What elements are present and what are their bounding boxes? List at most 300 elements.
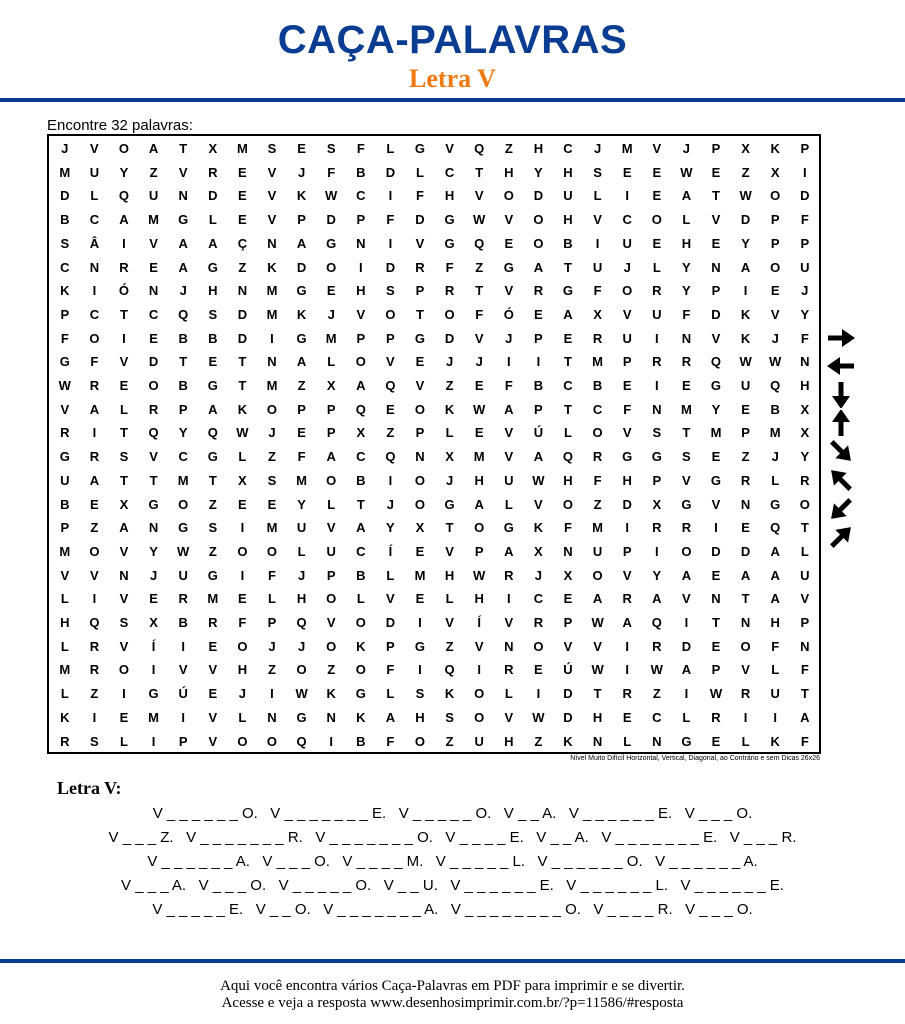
grid-letter: Q [651, 615, 662, 630]
grid-letter: P [386, 638, 395, 654]
grid-letter: D [385, 615, 396, 630]
grid-letter: G [296, 283, 307, 299]
grid-letter: I [240, 567, 245, 583]
grid-letter: C [356, 188, 366, 204]
grid-letter: A [89, 401, 100, 417]
grid-letter: K [563, 733, 573, 749]
grid-letter: E [711, 449, 721, 465]
grid-letter: X [741, 141, 750, 156]
grid-letter: J [268, 638, 276, 654]
grid-letter: E [622, 709, 632, 725]
grid-letter: E [238, 212, 247, 228]
grid-letter: Q [562, 449, 574, 465]
grid-letter: R [652, 283, 662, 299]
grid-letter: F [416, 188, 424, 204]
grid-letter: A [740, 259, 751, 275]
grid-letter: A [681, 662, 692, 678]
grid-letter: P [711, 662, 721, 678]
grid-letter: O [237, 733, 248, 749]
grid-letter: Í [477, 615, 481, 630]
grid-letter: P [474, 543, 484, 559]
grid-letter: V [149, 449, 158, 465]
grid-letter: Ú [178, 686, 188, 702]
grid-letter: N [740, 615, 751, 630]
grid-letter: Q [148, 425, 159, 441]
grid-letter: H [296, 591, 307, 607]
grid-letter: H [533, 141, 544, 156]
grid-letter: P [386, 330, 395, 346]
grid-letter: L [60, 591, 69, 607]
grid-letter: L [771, 472, 780, 488]
word-list-title: Letra V: [57, 778, 122, 798]
grid-letter: V [593, 638, 602, 654]
grid-letter: V [178, 662, 188, 678]
header-divider [0, 98, 905, 102]
grid-letter: O [444, 306, 455, 322]
grid-letter: J [61, 141, 69, 156]
grid-letter: E [208, 686, 218, 702]
grid-letter: V [711, 330, 721, 346]
grid-letter: G [562, 283, 574, 299]
grid-letter: P [178, 733, 188, 749]
grid-letter: W [58, 378, 71, 393]
grid-letter: E [149, 591, 158, 607]
grid-letter: O [770, 259, 781, 275]
grid-letter: N [267, 235, 277, 251]
word-hint-line: V _ _ _ _ _ _ A. V _ _ _ O. V _ _ _ _ M. V _ _ _ _ _ L. V _ _ _ _ _ _ O. V _ _ _ _ _ _ A. [147, 853, 758, 870]
grid-letter: P [415, 425, 425, 441]
grid-letter: V [415, 378, 425, 393]
grid-letter: L [386, 141, 395, 156]
grid-letter: U [592, 543, 603, 559]
grid-letter: B [356, 567, 366, 583]
grid-letter: M [148, 709, 160, 725]
grid-letter: A [356, 378, 366, 393]
grid-letter: V [474, 188, 484, 204]
grid-letter: L [208, 212, 217, 228]
grid-letter: D [711, 306, 721, 322]
grid-letter: E [563, 591, 573, 607]
grid-letter: J [149, 567, 158, 583]
grid-letter: F [800, 733, 809, 749]
grid-letter: A [533, 259, 544, 275]
grid-letter: E [682, 378, 691, 393]
grid-letter: E [238, 164, 247, 180]
grid-letter: V [119, 591, 129, 607]
grid-letter: E [119, 709, 129, 725]
grid-letter: A [504, 543, 514, 559]
grid-letter: J [179, 283, 187, 299]
grid-letter: O [740, 638, 751, 654]
grid-letter: T [416, 306, 424, 322]
grid-letter: A [770, 543, 780, 559]
grid-letter: A [178, 259, 188, 275]
grid-letter: V [622, 425, 632, 441]
grid-letter: U [740, 378, 751, 393]
grid-letter: I [684, 686, 689, 702]
grid-letter: A [592, 591, 603, 607]
grid-letter: M [59, 164, 71, 180]
grid-letter: G [178, 520, 189, 536]
grid-letter: F [386, 733, 395, 749]
grid-letter: L [120, 401, 128, 417]
grid-letter: F [800, 330, 809, 346]
grid-letter: T [179, 354, 188, 370]
grid-letter: J [327, 306, 335, 322]
grid-letter: F [445, 259, 454, 275]
grid-letter: V [178, 164, 188, 180]
grid-letter: D [740, 212, 751, 228]
grid-letter: A [622, 615, 632, 630]
grid-letter: Z [268, 662, 276, 678]
grid-letter: E [149, 330, 158, 346]
grid-letter: F [564, 520, 572, 536]
grid-letter: R [60, 425, 70, 441]
grid-letter: R [89, 449, 100, 465]
grid-letter: U [296, 520, 307, 536]
grid-letter: O [266, 543, 278, 559]
grid-letter: G [770, 496, 781, 512]
grid-letter: F [327, 164, 336, 180]
grid-letter: O [326, 638, 337, 654]
grid-letter: R [681, 520, 692, 536]
grid-letter: U [800, 259, 810, 275]
grid-letter: M [148, 212, 160, 228]
grid-letter: I [122, 235, 126, 251]
grid-letter: E [652, 188, 662, 204]
grid-letter: Q [474, 141, 485, 156]
grid-letter: Z [386, 425, 395, 441]
grid-letter: C [592, 401, 603, 417]
grid-letter: A [533, 449, 544, 465]
grid-letter: O [89, 330, 100, 346]
grid-letter: L [60, 638, 69, 654]
grid-letter: G [681, 496, 692, 512]
grid-letter: Z [593, 496, 602, 512]
grid-letter: V [622, 306, 632, 322]
arrow-right-icon [824, 325, 858, 351]
grid-letter: B [356, 472, 366, 488]
grid-letter: C [563, 141, 573, 156]
grid-letter: I [773, 709, 777, 725]
grid-letter: Y [386, 520, 395, 536]
grid-letter: K [444, 686, 455, 702]
grid-letter: R [60, 733, 70, 749]
grid-letter: F [800, 662, 809, 678]
grid-letter: H [356, 283, 366, 299]
grid-letter: N [267, 709, 277, 725]
grid-letter: S [682, 449, 691, 465]
grid-letter: D [208, 188, 218, 204]
grid-letter: V [386, 354, 395, 370]
grid-letter: P [178, 401, 188, 417]
grid-letter: I [151, 733, 156, 749]
grid-letter: T [238, 378, 247, 393]
grid-letter: U [652, 306, 662, 322]
grid-letter: O [799, 496, 810, 512]
grid-letter: H [415, 709, 425, 725]
grid-letter: J [297, 638, 306, 654]
grid-letter: M [236, 141, 248, 156]
grid-letter: M [59, 662, 71, 678]
grid-letter: I [536, 354, 541, 370]
grid-letter: P [622, 543, 632, 559]
grid-letter: P [741, 425, 750, 441]
grid-letter: W [591, 662, 604, 678]
grid-letter: O [414, 401, 426, 417]
grid-letter: Z [534, 733, 543, 749]
grid-letter: V [445, 615, 454, 630]
grid-letter: O [474, 709, 485, 725]
grid-letter: V [711, 212, 721, 228]
grid-letter: M [207, 591, 219, 607]
grid-letter: A [474, 496, 484, 512]
grid-letter: V [504, 425, 514, 441]
grid-letter: P [800, 615, 810, 630]
grid-letter: F [90, 354, 99, 370]
grid-letter: L [386, 567, 395, 583]
grid-letter: L [564, 425, 572, 441]
grid-letter: R [800, 472, 810, 488]
grid-letter: P [267, 615, 277, 630]
grid-letter: L [120, 733, 128, 749]
grid-letter: N [800, 638, 810, 654]
grid-letter: F [771, 638, 780, 654]
grid-letter: P [711, 141, 721, 156]
grid-letter: Y [652, 567, 662, 583]
grid-letter: R [208, 164, 218, 180]
grid-letter: I [802, 164, 807, 180]
grid-letter: R [178, 591, 188, 607]
grid-letter: I [536, 686, 541, 702]
grid-letter: T [475, 164, 484, 180]
grid-letter: E [238, 591, 247, 607]
grid-letter: D [415, 212, 425, 228]
grid-letter: S [60, 235, 70, 251]
grid-letter: Ú [533, 425, 544, 441]
grid-letter: F [386, 212, 395, 228]
grid-letter: L [623, 733, 632, 749]
grid-letter: Q [444, 662, 455, 678]
grid-letter: V [445, 543, 454, 559]
grid-letter: U [800, 567, 810, 583]
grid-letter: X [415, 520, 425, 536]
grid-letter: E [534, 662, 543, 678]
difficulty-note: Nível Muito Difícil Horizontal, Vertical, Diagonal, ao Contrário e sem Dicas 26x26 [570, 755, 820, 762]
grid-letter: O [178, 496, 189, 512]
grid-letter: I [122, 330, 126, 346]
grid-letter: C [178, 449, 188, 465]
grid-letter: R [444, 283, 455, 299]
word-hint-line: V _ _ _ _ _ E. V _ _ O. V _ _ _ _ _ _ _ A. V _ _ _ _ _ _ _ _ O. V _ _ _ _ R. V _ _ _ O. [152, 901, 753, 918]
grid-letter: R [592, 449, 603, 465]
grid-letter: V [504, 709, 514, 725]
grid-letter: N [563, 543, 573, 559]
grid-letter: C [444, 164, 455, 180]
grid-letter: G [651, 449, 662, 465]
grid-letter: K [533, 520, 544, 536]
grid-letter: N [178, 188, 188, 204]
grid-letter: B [208, 330, 218, 346]
grid-letter: Z [741, 449, 750, 465]
grid-letter: R [89, 378, 100, 393]
grid-letter: H [237, 662, 248, 678]
grid-letter: R [415, 259, 425, 275]
grid-letter: Y [178, 425, 188, 441]
grid-letter: V [326, 520, 336, 536]
grid-letter: W [739, 188, 752, 204]
grid-letter: G [207, 449, 218, 465]
grid-letter: O [118, 662, 130, 678]
grid-letter: L [800, 543, 809, 559]
grid-letter: V [326, 615, 336, 630]
grid-letter: X [238, 472, 247, 488]
grid-letter: A [800, 709, 810, 725]
grid-letter: I [595, 235, 600, 251]
grid-letter: F [297, 449, 306, 465]
grid-letter: E [711, 567, 721, 583]
grid-letter: Q [385, 378, 396, 393]
grid-letter: F [356, 141, 365, 156]
page-subtitle: Letra V [409, 64, 496, 93]
grid-letter: N [356, 235, 366, 251]
grid-letter: V [90, 141, 99, 156]
grid-letter: S [208, 520, 218, 536]
grid-letter: H [681, 235, 692, 251]
grid-letter: B [60, 496, 70, 512]
grid-letter: L [682, 212, 691, 228]
grid-letter: M [710, 425, 722, 441]
grid-letter: V [711, 496, 721, 512]
grid-letter: I [418, 615, 422, 630]
grid-letter: Q [296, 615, 307, 630]
grid-letter: P [356, 330, 366, 346]
grid-letter: D [800, 188, 810, 204]
grid-letter: T [741, 591, 750, 607]
grid-letter: D [533, 188, 544, 204]
grid-letter: E [770, 283, 780, 299]
grid-letter: M [325, 330, 337, 346]
grid-letter: G [148, 496, 159, 512]
grid-letter: V [60, 401, 70, 417]
grid-letter: F [504, 378, 513, 393]
grid-letter: E [267, 496, 277, 512]
grid-letter: L [386, 686, 395, 702]
grid-letter: O [622, 283, 633, 299]
grid-letter: I [151, 662, 156, 678]
grid-letter: Z [208, 543, 217, 559]
grid-letter: K [296, 306, 307, 322]
grid-letter: P [297, 401, 306, 417]
grid-letter: U [622, 235, 632, 251]
grid-letter: V [593, 212, 602, 228]
grid-letter: M [621, 141, 633, 156]
grid-letter: L [416, 164, 424, 180]
grid-letter: O [326, 472, 337, 488]
grid-letter: M [296, 472, 308, 488]
grid-letter: B [178, 378, 188, 393]
grid-letter: K [356, 638, 366, 654]
grid-letter: U [770, 686, 780, 702]
grid-letter: F [386, 662, 395, 678]
grid-letter: I [625, 662, 629, 678]
grid-letter: C [533, 591, 544, 607]
grid-letter: Z [208, 496, 217, 512]
grid-letter: H [474, 472, 484, 488]
grid-letter: A [326, 449, 336, 465]
grid-letter: E [534, 306, 543, 322]
grid-letter: E [90, 496, 99, 512]
grid-letter: J [297, 567, 306, 583]
grid-letter: S [119, 615, 129, 630]
grid-letter: O [326, 259, 337, 275]
grid-letter: Y [149, 543, 158, 559]
grid-letter: X [445, 449, 454, 465]
grid-letter: U [60, 472, 70, 488]
grid-letter: H [563, 212, 573, 228]
grid-letter: P [800, 235, 810, 251]
grid-letter: I [329, 733, 333, 749]
grid-letter: G [207, 378, 218, 393]
grid-letter: N [681, 330, 692, 346]
grid-letter: D [563, 686, 573, 702]
grid-letter: J [475, 354, 483, 370]
grid-letter: G [444, 212, 455, 228]
grid-letter: N [740, 496, 751, 512]
grid-letter: C [89, 212, 100, 228]
grid-letter: Ó [503, 306, 514, 322]
grid-letter: B [592, 378, 603, 393]
grid-letter: G [681, 733, 692, 749]
grid-letter: C [148, 306, 159, 322]
grid-letter: E [415, 354, 425, 370]
grid-letter: Q [355, 401, 366, 417]
grid-letter: Z [445, 638, 454, 654]
grid-letter: V [119, 354, 129, 370]
instructions: Encontre 32 palavras: [47, 117, 193, 134]
grid-letter: F [60, 330, 69, 346]
grid-letter: Y [800, 306, 810, 322]
grid-letter: A [740, 567, 751, 583]
grid-letter: O [237, 638, 248, 654]
grid-letter: O [562, 496, 574, 512]
grid-letter: J [801, 283, 809, 299]
grid-letter: O [414, 472, 426, 488]
grid-letter: K [267, 259, 277, 275]
grid-letter: E [474, 425, 484, 441]
arrow-left-icon [824, 353, 858, 379]
grid-letter: R [89, 662, 100, 678]
grid-letter: T [445, 520, 454, 536]
grid-letter: Y [682, 283, 691, 299]
grid-letter: W [325, 188, 338, 204]
grid-letter: I [388, 188, 393, 204]
grid-letter: F [268, 567, 276, 583]
grid-letter: I [743, 709, 748, 725]
grid-letter: P [534, 330, 543, 346]
grid-letter: V [60, 567, 70, 583]
grid-letter: J [238, 686, 246, 702]
grid-letter: G [414, 141, 426, 156]
grid-letter: N [148, 520, 159, 536]
grid-letter: Z [445, 378, 454, 393]
grid-letter: I [654, 330, 659, 346]
grid-letter: E [652, 164, 662, 180]
grid-letter: N [326, 709, 336, 725]
grid-letter: T [120, 472, 128, 488]
grid-letter: X [326, 378, 336, 393]
grid-letter: Y [682, 259, 691, 275]
